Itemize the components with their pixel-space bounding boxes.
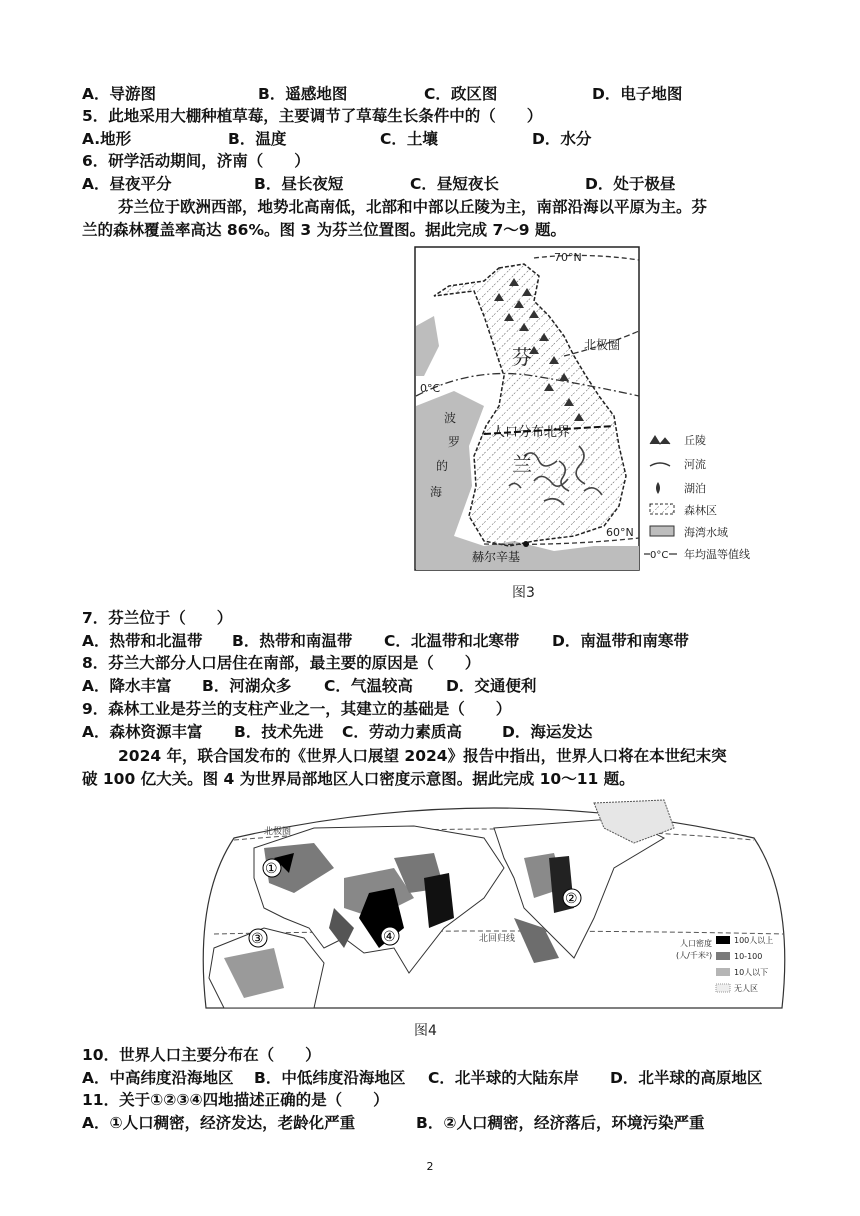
lat70-label: 70°N — [554, 251, 582, 264]
country-char2: 兰 — [512, 452, 532, 476]
capital-label: 赫尔辛基 — [472, 550, 521, 564]
q8-option-a: A．降水丰富 — [82, 677, 172, 695]
q11-option-a: A．①人口稠密，经济发达，老龄化严重 — [82, 1114, 356, 1132]
legend-river-icon — [650, 463, 670, 466]
lat60-label: 60°N — [606, 526, 634, 539]
legend-lake-icon — [656, 482, 660, 494]
sea-char2: 罗 — [448, 435, 461, 449]
marker-4: ④ — [383, 929, 396, 945]
legend-title2: (人/千米²) — [676, 951, 713, 960]
q11-option-b: B．②人口稠密，经济落后，环境污染严重 — [416, 1114, 705, 1132]
marker-1: ① — [265, 861, 278, 877]
legend-hill-icon — [650, 436, 670, 444]
q10-option-a: A．中高纬度沿海地区 — [82, 1069, 234, 1087]
q7-option-d: D．南温带和南寒带 — [552, 632, 689, 650]
sea-char3: 的 — [436, 459, 449, 473]
q10-option-d: D．北半球的高原地区 — [610, 1069, 763, 1087]
q4-option-a: A．导游图 — [82, 85, 156, 103]
legend-isotherm-zero: 0°C — [650, 550, 669, 561]
passage2-line2: 破 100 亿大关。图 4 为世界局部地区人口密度示意图。据此完成 10～11 题。 — [82, 770, 635, 788]
q7-stem: 7．芬兰位于（ ） — [82, 609, 233, 627]
legend-hills: 丘陵 — [684, 434, 706, 447]
q8-stem: 8．芬兰大部分人口居住在南部，最主要的原因是（ ） — [82, 654, 481, 672]
legend-rivers: 河流 — [684, 458, 706, 471]
q11-stem: 11．关于①②③④四地描述正确的是（ ） — [82, 1091, 389, 1109]
q9-option-a: A．森林资源丰富 — [82, 723, 203, 741]
q5-option-d: D．水分 — [532, 130, 592, 148]
q10-option-c: C．北半球的大陆东岸 — [428, 1069, 579, 1087]
legend-none: 无人区 — [734, 984, 758, 993]
legend-mid: 10-100 — [734, 952, 763, 961]
q9-option-d: D．海运发达 — [502, 723, 593, 741]
legend-swatch-mid — [716, 952, 730, 960]
legend-bay: 海湾水域 — [684, 526, 728, 539]
q9-option-c: C．劳动力素质高 — [342, 723, 462, 741]
world-population-map — [194, 798, 794, 1012]
q4-option-b: B．遥感地图 — [258, 85, 348, 103]
legend-forest: 森林区 — [684, 504, 717, 517]
q5-option-b: B．温度 — [228, 130, 287, 148]
sea-char1: 波 — [444, 411, 457, 425]
q6-option-c: C．昼短夜长 — [410, 175, 499, 193]
q4-option-d: D．电子地图 — [592, 85, 683, 103]
legend-isotherm: 年均温等值线 — [684, 548, 750, 561]
q10-option-b: B．中低纬度沿海地区 — [254, 1069, 406, 1087]
legend-title1: 人口密度 — [680, 939, 712, 948]
q5-option-c: C．土壤 — [380, 130, 438, 148]
q4-option-c: C．政区图 — [424, 85, 498, 103]
sea-char4: 海 — [430, 485, 443, 499]
finland-map — [414, 246, 784, 572]
country-char1: 芬 — [512, 345, 532, 369]
legend-swatch-high — [716, 936, 730, 944]
fig4-arctic-label: 北极圈 — [264, 827, 292, 837]
q7-option-a: A．热带和北温带 — [82, 632, 203, 650]
fig4-tropic-label: 北回归线 — [479, 934, 516, 944]
q8-option-c: C．气温较高 — [324, 677, 413, 695]
q8-option-b: B．河湖众多 — [202, 677, 292, 695]
legend-swatch-none — [716, 984, 730, 992]
q10-stem: 10．世界人口主要分布在（ ） — [82, 1046, 321, 1064]
legend-high: 100人以上 — [734, 936, 774, 945]
passage2-line1: 2024 年，联合国发布的《世界人口展望 2024》报告中指出，世界人口将在本世纪末突 — [118, 747, 727, 765]
legend-swatch-low — [716, 968, 730, 976]
q7-option-c: C．北温带和北寒带 — [384, 632, 520, 650]
legend-low: 10人以下 — [734, 968, 769, 977]
page-number: 2 — [426, 1160, 434, 1173]
legend-forest-icon — [650, 504, 674, 514]
q8-option-d: D．交通便利 — [446, 677, 537, 695]
pop-boundary-label: 人口分布北界 — [492, 425, 571, 440]
q6-stem: 6．研学活动期间，济南（ ） — [82, 152, 310, 170]
passage1-line1: 芬兰位于欧洲西部，地势北高南低，北部和中部以丘陵为主，南部沿海以平原为主。芬 — [118, 198, 708, 216]
passage1-line2: 兰的森林覆盖率高达 86%。图 3 为芬兰位置图。据此完成 7～9 题。 — [82, 221, 566, 239]
fig4-caption: 图4 — [414, 1023, 437, 1039]
arctic-circle-label: 北极圈 — [584, 338, 621, 352]
q9-option-b: B．技术先进 — [234, 723, 324, 741]
marker-3: ③ — [251, 931, 264, 947]
q9-stem: 9．森林工业是芬兰的支柱产业之一，其建立的基础是（ ） — [82, 700, 512, 718]
q5-option-a: A.地形 — [82, 130, 132, 148]
fig3-caption: 图3 — [512, 585, 535, 601]
q6-option-a: A．昼夜平分 — [82, 175, 172, 193]
capital-dot — [523, 541, 529, 547]
q6-option-b: B．昼长夜短 — [254, 175, 344, 193]
q7-option-b: B．热带和南温带 — [232, 632, 353, 650]
legend-bay-icon — [650, 526, 674, 536]
q6-option-d: D．处于极昼 — [585, 175, 676, 193]
legend-lakes: 湖泊 — [684, 482, 706, 495]
q5-stem: 5．此地采用大棚种植草莓，主要调节了草莓生长条件中的（ ） — [82, 107, 543, 125]
fig3-legend — [644, 433, 750, 561]
marker-2: ② — [565, 891, 578, 907]
isotherm-label: 0°C — [420, 382, 441, 395]
